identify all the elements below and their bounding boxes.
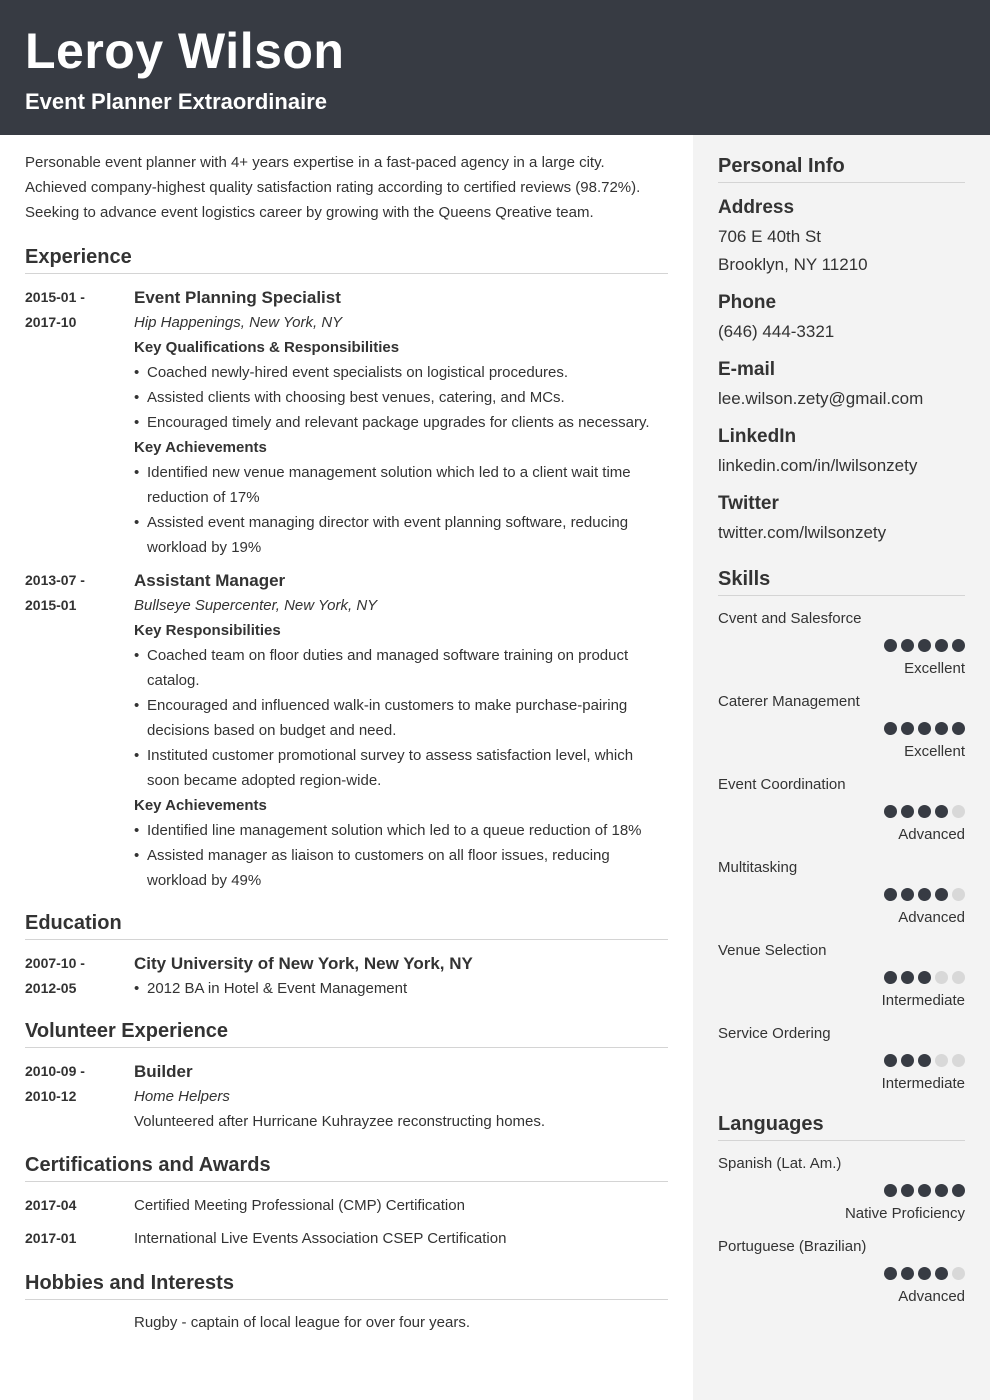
certification-date: 2017-01 [25, 1230, 77, 1246]
skill-rating [718, 637, 965, 655]
skill-item [718, 609, 965, 679]
rating-dot-filled [901, 971, 914, 984]
language-level: Advanced [898, 1288, 965, 1305]
degree: • 2012 BA in Hotel & Event Management [134, 976, 668, 1001]
rating-dot-filled [901, 722, 914, 735]
skill-level: Excellent [904, 660, 965, 677]
hobby-spacer [25, 1310, 134, 1335]
phone-label: Phone [718, 292, 777, 313]
rating-dot-filled [884, 639, 897, 652]
personal-info-heading: Personal Info [718, 153, 965, 183]
twitter-label: Twitter [718, 493, 779, 514]
rating-dot-filled [884, 1054, 897, 1067]
rating-dot-filled [884, 888, 897, 901]
education-dates [25, 951, 134, 1001]
skill-name: Cvent and Salesforce [718, 610, 862, 627]
experience-dates [25, 568, 134, 893]
email-label: E-mail [718, 359, 776, 380]
skills-heading: Skills [718, 566, 965, 596]
twitter-link[interactable]: twitter.com/lwilsonzety [718, 523, 887, 542]
certification-text: International Live Events Association CSEP Certification [134, 1230, 507, 1247]
bullet-list [134, 643, 668, 793]
rating-dot-filled [918, 805, 931, 818]
school-name: City University of New York, New York, NY [134, 954, 473, 973]
rating-dot-filled [935, 1267, 948, 1280]
language-rating [718, 1182, 965, 1200]
rating-dot-empty [935, 971, 948, 984]
list-item: • Coached newly-hired event specialists on logistical procedures. [134, 360, 668, 385]
rating-dot-filled [952, 722, 965, 735]
education-heading: Education [25, 910, 668, 940]
language-item [718, 1154, 965, 1224]
linkedin-label: LinkedIn [718, 426, 797, 447]
date-start: 2013-07 - [25, 572, 85, 588]
address-line-2: Brooklyn, NY 11210 [718, 255, 868, 274]
language-item [718, 1237, 965, 1307]
company: Bullseye Supercenter, New York, NY [134, 597, 378, 614]
list-item: • Encouraged and influenced walk-in customers to make purchase-pairing decisions based on budget and need. [134, 693, 668, 743]
language-name: Spanish (Lat. Am.) [718, 1155, 842, 1172]
certification-item [25, 1193, 668, 1218]
job-title: Assistant Manager [134, 571, 286, 590]
rating-dot-filled [901, 639, 914, 652]
skill-item [718, 692, 965, 762]
rating-dot-filled [901, 1054, 914, 1067]
skill-item [718, 775, 965, 845]
rating-dot-empty [952, 971, 965, 984]
summary [25, 150, 668, 225]
experience-heading: Experience [25, 244, 668, 274]
skill-name: Caterer Management [718, 693, 860, 710]
bullet-list [134, 460, 668, 560]
rating-dot-filled [918, 722, 931, 735]
main-column [25, 150, 668, 1335]
job-title: Event Planning Specialist [134, 288, 341, 307]
summary-line: Seeking to advance event logistics career by growing with the Queens Qreative team. [25, 204, 594, 221]
date-start: 2007-10 - [25, 955, 85, 971]
skill-level: Advanced [898, 826, 965, 843]
skill-rating [718, 969, 965, 987]
rating-dot-filled [901, 1184, 914, 1197]
list-item: • Identified new venue management solution which led to a client wait time reduction of 17% [134, 460, 668, 510]
certifications-heading: Certifications and Awards [25, 1152, 668, 1182]
summary-line: Personable event planner with 4+ years expertise in a fast-paced agency in a large city. [25, 154, 605, 171]
rating-dot-filled [918, 1267, 931, 1280]
email-link[interactable]: lee.wilson.zety@gmail.com [718, 389, 924, 408]
bullet-list [134, 976, 668, 1001]
rating-dot-filled [935, 888, 948, 901]
skill-name: Multitasking [718, 859, 798, 876]
date-end: 2010-12 [25, 1088, 77, 1104]
hobbies-heading: Hobbies and Interests [25, 1270, 668, 1300]
skill-level: Intermediate [881, 992, 965, 1009]
rating-dot-filled [935, 805, 948, 818]
rating-dot-empty [952, 805, 965, 818]
phone-value[interactable]: (646) 444-3321 [718, 322, 835, 341]
rating-dot-filled [884, 971, 897, 984]
rating-dot-filled [935, 1184, 948, 1197]
summary-line: Achieved company-highest quality satisfaction rating according to certified reviews (98.72%). [25, 179, 641, 196]
skill-item [718, 1024, 965, 1094]
rating-dot-filled [884, 1267, 897, 1280]
bullet-list [134, 360, 668, 435]
skill-level: Advanced [898, 909, 965, 926]
bullet-list [134, 818, 668, 893]
resume-header [0, 0, 990, 135]
list-item: • Identified line management solution which led to a queue reduction of 18% [134, 818, 668, 843]
certification-item [25, 1226, 668, 1251]
rating-dot-empty [952, 1267, 965, 1280]
section-subheading: Key Qualifications & Responsibilities [134, 339, 400, 356]
volunteer-heading: Volunteer Experience [25, 1018, 668, 1048]
date-start: 2010-09 - [25, 1063, 85, 1079]
rating-dot-filled [935, 722, 948, 735]
rating-dot-filled [918, 971, 931, 984]
certification-text: Certified Meeting Professional (CMP) Certification [134, 1197, 465, 1214]
skill-name: Service Ordering [718, 1025, 831, 1042]
skill-rating [718, 1052, 965, 1070]
hobby-item [25, 1310, 668, 1335]
volunteer-org: Home Helpers [134, 1088, 230, 1105]
company: Hip Happenings, New York, NY [134, 314, 343, 331]
rating-dot-empty [952, 1054, 965, 1067]
rating-dot-filled [884, 805, 897, 818]
volunteer-role: Builder [134, 1062, 193, 1081]
rating-dot-filled [901, 1267, 914, 1280]
languages-list [718, 1154, 965, 1307]
experience-entry [25, 568, 668, 893]
skill-level: Intermediate [881, 1075, 965, 1092]
skill-rating [718, 803, 965, 821]
experience-entry [25, 285, 668, 560]
section-subheading: Key Responsibilities [134, 622, 281, 639]
rating-dot-filled [884, 722, 897, 735]
section-subheading: Key Achievements [134, 797, 267, 814]
candidate-title: Event Planner Extraordinaire [25, 89, 327, 114]
skill-name: Event Coordination [718, 776, 846, 793]
skill-level: Excellent [904, 743, 965, 760]
rating-dot-filled [918, 639, 931, 652]
rating-dot-filled [952, 1184, 965, 1197]
list-item: • Coached team on floor duties and managed software training on product catalog. [134, 643, 668, 693]
language-name: Portuguese (Brazilian) [718, 1238, 867, 1255]
skill-rating [718, 720, 965, 738]
date-end: 2012-05 [25, 980, 77, 996]
skills-list [718, 609, 965, 1094]
candidate-name: Leroy Wilson [25, 23, 345, 79]
language-level: Native Proficiency [844, 1205, 965, 1222]
date-end: 2017-10 [25, 314, 77, 330]
volunteer-description: Volunteered after Hurricane Kuhrayzee reconstructing homes. [134, 1113, 546, 1130]
rating-dot-filled [918, 1054, 931, 1067]
rating-dot-empty [952, 888, 965, 901]
section-subheading: Key Achievements [134, 439, 267, 456]
address-label: Address [718, 197, 795, 218]
date-start: 2015-01 - [25, 289, 85, 305]
rating-dot-empty [935, 1054, 948, 1067]
hobby-text: Rugby - captain of local league for over four years. [134, 1314, 471, 1331]
rating-dot-filled [952, 639, 965, 652]
linkedin-link[interactable]: linkedin.com/in/lwilsonzety [718, 456, 918, 475]
skill-name: Venue Selection [718, 942, 827, 959]
education-entry [25, 951, 668, 1001]
rating-dot-filled [918, 888, 931, 901]
rating-dot-filled [884, 1184, 897, 1197]
rating-dot-filled [901, 888, 914, 901]
list-item: • Assisted clients with choosing best venues, catering, and MCs. [134, 385, 668, 410]
languages-heading: Languages [718, 1111, 965, 1141]
address-line-1: 706 E 40th St [718, 227, 822, 246]
volunteer-dates [25, 1059, 134, 1134]
skill-item [718, 941, 965, 1011]
list-item: • Encouraged timely and relevant package upgrades for clients as necessary. [134, 410, 668, 435]
rating-dot-filled [901, 805, 914, 818]
list-item: • Assisted event managing director with event planning software, reducing workload by 19% [134, 510, 668, 560]
rating-dot-filled [918, 1184, 931, 1197]
skill-item [718, 858, 965, 928]
list-item: • Instituted customer promotional survey to assess satisfaction level, which soon became adopted region-wide. [134, 743, 668, 793]
experience-dates [25, 285, 134, 560]
rating-dot-filled [935, 639, 948, 652]
skill-rating [718, 886, 965, 904]
date-end: 2015-01 [25, 597, 77, 613]
list-item: • Assisted manager as liaison to customers on all floor issues, reducing workload by 49% [134, 843, 668, 893]
sidebar [693, 135, 990, 1400]
certification-date: 2017-04 [25, 1197, 77, 1213]
volunteer-entry [25, 1059, 668, 1134]
language-rating [718, 1265, 965, 1283]
